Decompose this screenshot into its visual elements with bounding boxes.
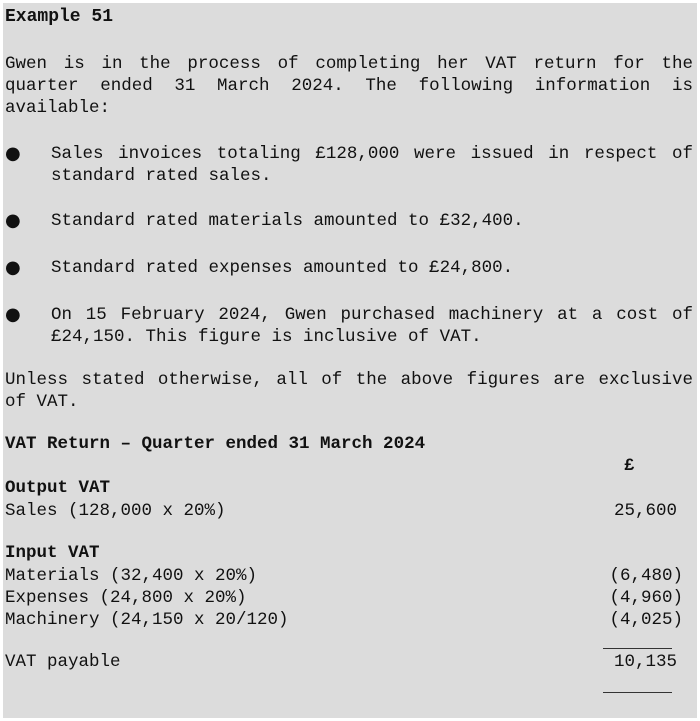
- bullet-text: Standard rated expenses amounted to £24,800.: [51, 258, 514, 278]
- sales-label: Sales (128,000 x 20%): [5, 501, 226, 521]
- note-paragraph: Unless stated otherwise, all of the above figures are exclusive of VAT.: [5, 370, 693, 412]
- bullet-item-machinery: [5, 304, 693, 348]
- materials-label: Materials (32,400 x 20%): [5, 566, 258, 586]
- sales-row: [5, 500, 695, 522]
- vat-return-title: VAT Return – Quarter ended 31 March 2024: [5, 434, 426, 454]
- payable-amount: 10,135: [613, 652, 677, 672]
- currency-header: £: [624, 456, 635, 476]
- expenses-amount: (4,960): [609, 588, 683, 608]
- bullet-item-sales: [5, 143, 693, 187]
- intro-paragraph: Gwen is in the process of completing her VAT return for the quarter ended 31 March 2024. The following information is available:: [5, 54, 693, 118]
- bullet-item-materials: [5, 210, 693, 232]
- machinery-label: Machinery (24,150 x 20/120): [5, 610, 289, 630]
- input-vat-heading: Input VAT: [5, 543, 100, 563]
- payable-row: [5, 651, 695, 673]
- bullet-item-expenses: [5, 257, 693, 279]
- machinery-amount: (4,025): [609, 610, 683, 630]
- bullet-icon: ●: [5, 257, 21, 278]
- bullet-text: Sales invoices totaling £128,000 were issued in respect of standard rated sales.: [51, 144, 693, 186]
- bullet-icon: ●: [5, 304, 21, 325]
- bullet-icon: ●: [5, 210, 21, 231]
- total-rule: [603, 692, 672, 693]
- expenses-label: Expenses (24,800 x 20%): [5, 588, 247, 608]
- expenses-row: [5, 587, 695, 609]
- bullet-icon: ●: [5, 143, 21, 164]
- materials-amount: (6,480): [609, 566, 683, 586]
- bullet-text: Standard rated materials amounted to £32,400.: [51, 211, 524, 231]
- subtotal-rule: [603, 648, 672, 649]
- bullet-text: On 15 February 2024, Gwen purchased machinery at a cost of £24,150. This figure is inclusive of VAT.: [51, 305, 693, 347]
- machinery-row: [5, 609, 695, 631]
- output-vat-heading: Output VAT: [5, 478, 111, 498]
- example-title: Example 51: [5, 7, 114, 27]
- sales-amount: 25,600: [613, 501, 677, 521]
- document-page: [3, 3, 697, 718]
- payable-label: VAT payable: [5, 652, 121, 672]
- materials-row: [5, 565, 695, 587]
